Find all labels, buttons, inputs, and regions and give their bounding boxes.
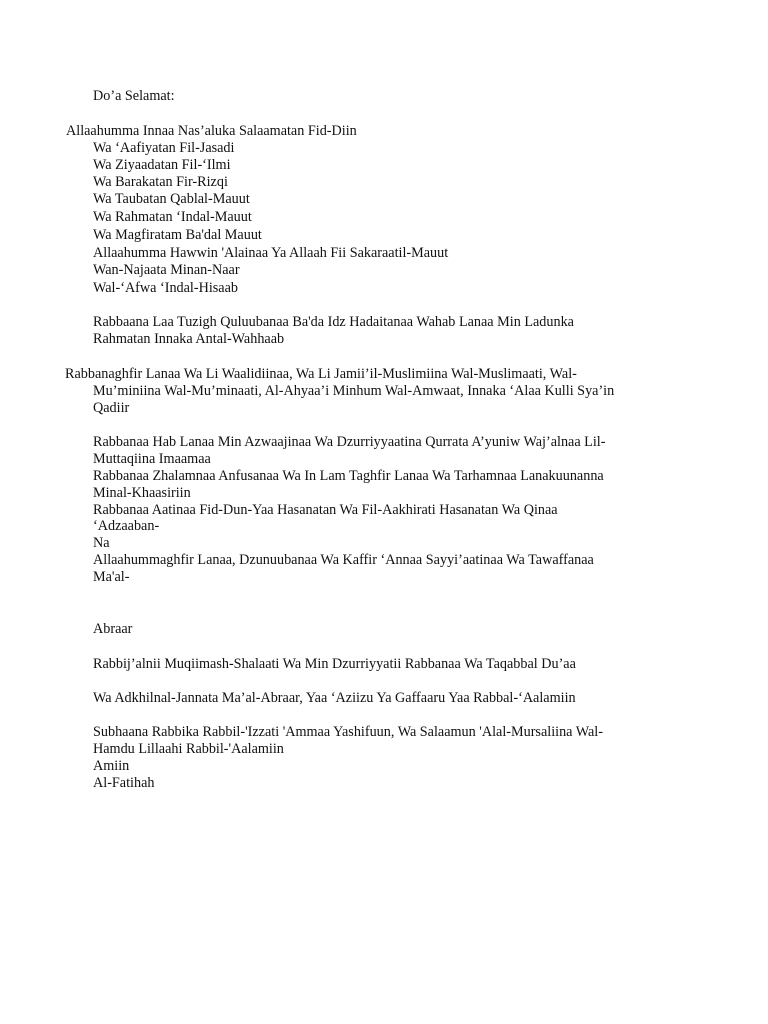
prayer-line: Wa Barakatan Fir-Rizqi [93,174,228,190]
prayer-line: Wa Taubatan Qablal-Mauut [93,191,250,207]
prayer-line: Na [93,535,110,551]
prayer-line: Allaahumma Innaa Nas’aluka Salaamatan Fid-Diin [66,123,357,139]
prayer-line: Rabbanaa Zhalamnaa Anfusanaa Wa In Lam Taghfir Lanaa Wa Tarhamnaa Lanakuunanna [93,468,604,484]
prayer-line: Ma'al- [93,569,130,585]
prayer-line: Wa Adkhilnal-Jannata Ma’al-Abraar, Yaa ‘Aziizu Ya Gaffaaru Yaa Rabbal-‘Aalamiin [93,690,576,706]
prayer-line: Rabbanaghfir Lanaa Wa Li Waalidiinaa, Wa Li Jamii’il-Muslimiina Wal-Muslimaati, Wal- [65,366,577,382]
prayer-line: Rahmatan Innaka Antal-Wahhaab [93,331,285,347]
prayer-line: ‘Adzaaban- [93,518,160,534]
prayer-line: Abraar [93,621,133,637]
prayer-line: Subhaana Rabbika Rabbil-'Izzati 'Ammaa Yashifuun, Wa Salaamun 'Alal-Mursaliina Wal- [93,724,603,740]
prayer-line: Qadiir [93,400,130,416]
prayer-line: Wa ‘Aafiyatan Fil-Jasadi [93,140,235,156]
prayer-line: Allaahumma Hawwin 'Alainaa Ya Allaah Fii Sakaraatil-Mauut [93,245,449,261]
prayer-line: Muttaqiina Imaamaa [93,451,211,467]
prayer-line: Amiin [93,758,130,774]
prayer-line: Mu’miniina Wal-Mu’minaati, Al-Ahyaa’i Minhum Wal-Amwaat, Innaka ‘Alaa Kulli Sya’in [93,383,615,399]
prayer-line: Allaahummaghfir Lanaa, Dzunuubanaa Wa Kaffir ‘Annaa Sayyi’aatinaa Wa Tawaffanaa [93,552,594,568]
prayer-line: Wal-‘Afwa ‘Indal-Hisaab [93,280,238,296]
prayer-line: Rabbaana Laa Tuzigh Quluubanaa Ba'da Idz Hadaitanaa Wahab Lanaa Min Ladunka [93,314,574,330]
prayer-line: Rabbanaa Aatinaa Fid-Dun-Yaa Hasanatan Wa Fil-Aakhirati Hasanatan Wa Qinaa [93,502,558,518]
prayer-line: Wan-Najaata Minan-Naar [93,262,240,278]
prayer-line: Al-Fatihah [93,775,155,791]
prayer-line: Wa Rahmatan ‘Indal-Mauut [93,209,252,225]
prayer-line: Rabbij’alnii Muqiimash-Shalaati Wa Min Dzurriyyatii Rabbanaa Wa Taqabbal Du’aa [93,656,576,672]
prayer-line: Minal-Khaasiriin [93,485,191,501]
prayer-line: Wa Magfiratam Ba'dal Mauut [93,227,262,243]
prayer-line: Wa Ziyaadatan Fil-‘Ilmi [93,157,231,173]
doc-title: Do’a Selamat: [93,88,175,104]
prayer-line: Rabbanaa Hab Lanaa Min Azwaajinaa Wa Dzurriyyaatina Qurrata A’yuniw Waj’alnaa Lil- [93,434,606,450]
prayer-line: Hamdu Lillaahi Rabbil-'Aalamiin [93,741,284,757]
